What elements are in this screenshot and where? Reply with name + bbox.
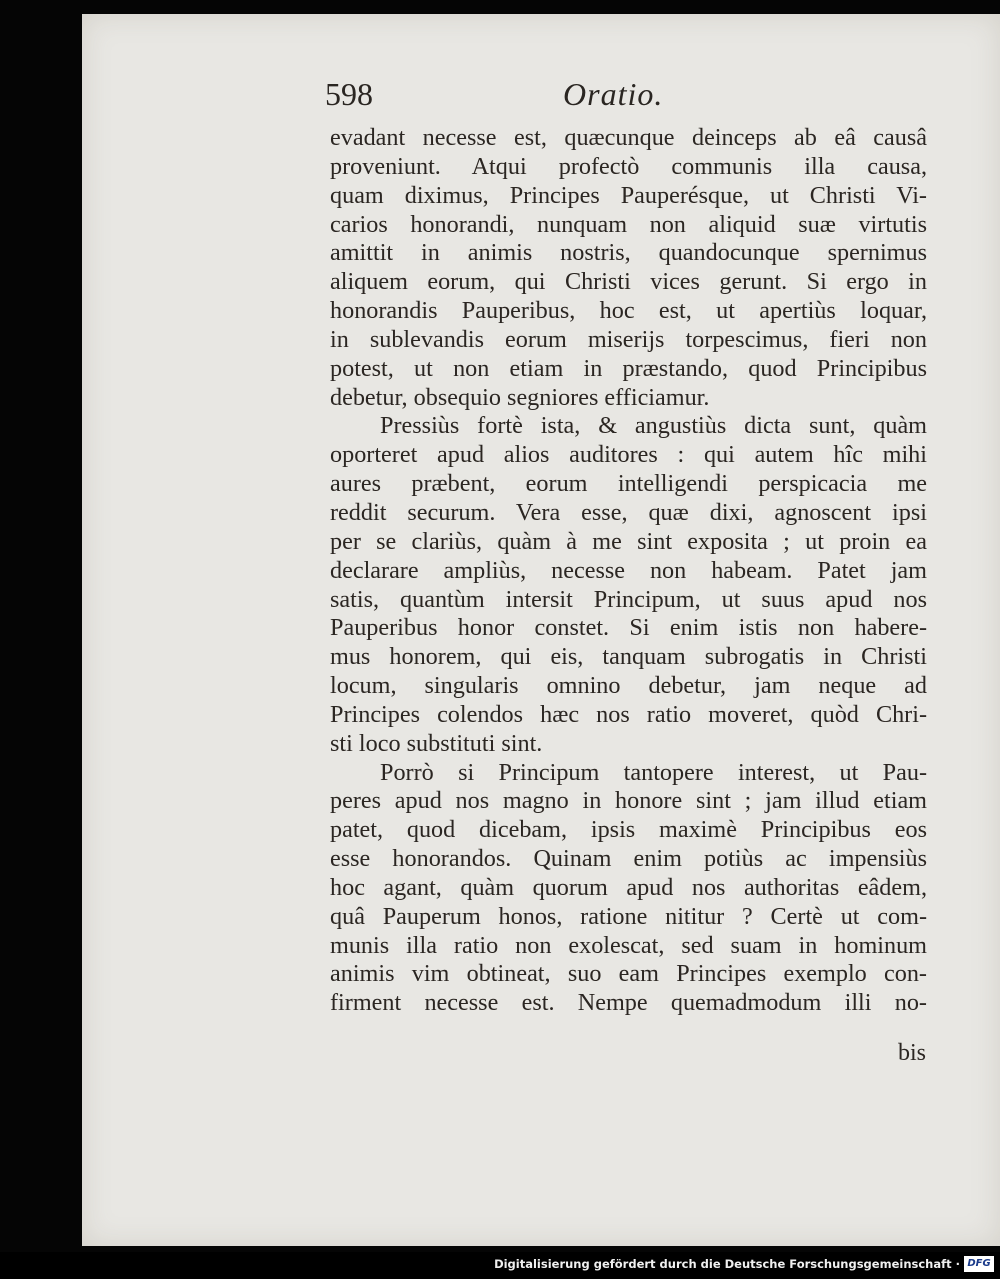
text-line: proveniunt. Atqui profectò communis illa causa, (330, 152, 927, 180)
text-line: Principes colendos hæc nos ratio moveret, quòd Chri- (330, 700, 927, 728)
catchword: bis (898, 1040, 927, 1066)
body-text (330, 124, 927, 1018)
text-line: peres apud nos magno in honore sint ; jam illud etiam (330, 787, 927, 815)
dfg-logo: DFG (964, 1256, 994, 1272)
page-header (325, 70, 935, 116)
text-line: esse honorandos. Quinam enim potiùs ac impensiùs (330, 845, 927, 873)
text-line: honorandis Pauperibus, hoc est, ut apertiùs loquar, (330, 297, 927, 325)
text-line: firment necesse est. Nempe quemadmodum illi no- (330, 989, 927, 1017)
funding-credit: Digitalisierung gefördert durch die Deutsche Forschungsgemeinschaft · (494, 1257, 960, 1271)
text-line: Pauperibus honor constet. Si enim istis non habere- (330, 614, 927, 642)
text-line: mus honorem, qui eis, tanquam subrogatis in Christi (330, 643, 927, 671)
text-line: debetur, obsequio segniores efficiamur. (330, 383, 710, 411)
footer-bar (0, 1252, 1000, 1279)
text-line: satis, quantùm intersit Principum, ut suus apud nos (330, 585, 927, 613)
page-number: 598 (325, 76, 373, 112)
text-line: quâ Pauperum honos, ratione nititur ? Certè ut com- (330, 902, 927, 930)
text-line: animis vim obtineat, suo eam Principes exemplo con- (330, 960, 927, 988)
text-line: Pressiùs fortè ista, & angustiùs dicta sunt, quàm (380, 412, 927, 440)
text-line: in sublevandis eorum miserijs torpescimus, fieri non (330, 325, 927, 353)
text-line: Porrò si Principum tantopere interest, ut Pau- (380, 758, 927, 786)
text-line: aliquem eorum, qui Christi vices gerunt. Si ergo in (330, 268, 927, 296)
text-line: evadant necesse est, quæcunque deinceps ab eâ causâ (330, 124, 927, 151)
text-line: declarare ampliùs, necesse non habeam. Patet jam (330, 556, 927, 584)
text-line: sti loco substituti sint. (330, 729, 543, 757)
text-line: aures præbent, eorum intelligendi perspicacia me (330, 470, 927, 498)
text-line: patet, quod dicebam, ipsis maximè Principibus eos (330, 816, 927, 844)
text-line: per se clariùs, quàm à me sint exposita ; ut proin ea (330, 527, 927, 555)
text-line: quam diximus, Principes Pauperésque, ut Christi Vi- (330, 181, 927, 209)
text-line: amittit in animis nostris, quandocunque spernimus (330, 239, 927, 267)
text-line: locum, singularis omnino debetur, jam neque ad (330, 672, 927, 700)
text-line: hoc agant, quàm quorum apud nos authoritas eâdem, (330, 873, 927, 901)
text-line: carios honorandi, nunquam non aliquid suæ virtutis (330, 210, 927, 238)
running-title: Oratio. (563, 76, 664, 112)
text-line: reddit securum. Vera esse, quæ dixi, agnoscent ipsi (330, 498, 927, 526)
text-line: potest, ut non etiam in præstando, quod Principibus (330, 354, 927, 382)
text-line: oporteret apud alios auditores : qui autem hîc mihi (330, 441, 927, 469)
text-line: munis illa ratio non exolescat, sed suam in hominum (330, 931, 927, 959)
